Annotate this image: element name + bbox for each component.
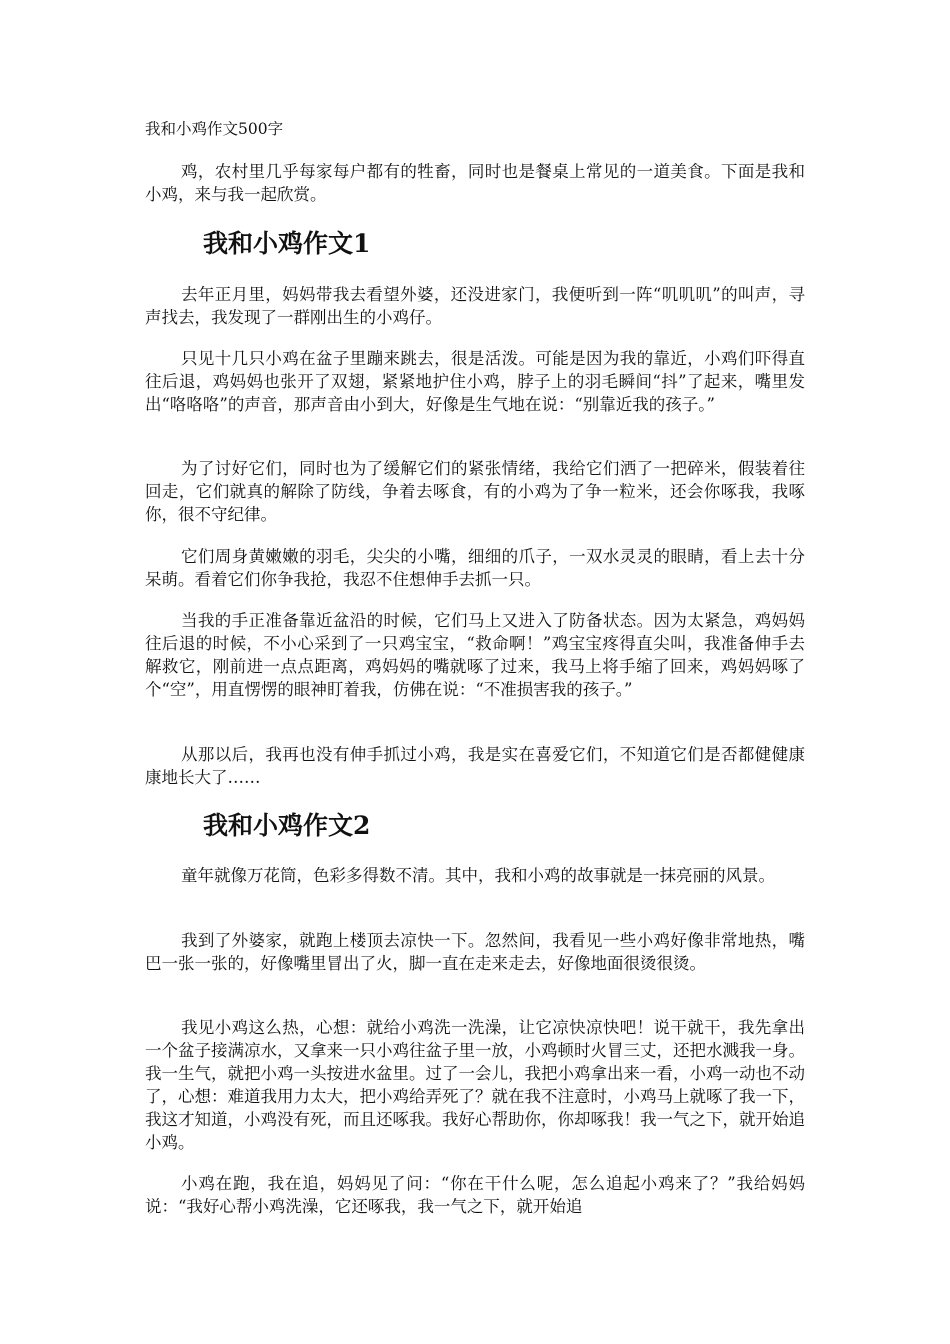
essay-1-paragraph-2: 只见十几只小鸡在盆子里蹦来跳去，很是活泼。可能是因为我的靠近，小鸡们吓得直往后退，鸡妈妈也张开了双翅，紧紧地护住小鸡，脖子上的羽毛瞬间“抖”了起来，嘴里发出“咯咯咯”的声音，那声音由小到大，好像是生气地在说：“别靠近我的孩子。” — [145, 349, 805, 414]
essay-2-paragraph-4: 小鸡在跑，我在追，妈妈见了问：“你在干什么呢，怎么追起小鸡来了？”我给妈妈说：“我好心帮小鸡洗澡，它还啄我，我一气之下，就开始追 — [145, 1174, 805, 1216]
essay-2-paragraph-3: 我见小鸡这么热，心想：就给小鸡洗一洗澡，让它凉快凉快吧！说干就干，我先拿出一个盆子接满凉水，又拿来一只小鸡往盆子里一放，小鸡顿时火冒三丈，还把水溅我一身。我一生气，就把小鸡一头按进水盆里。过了一会儿，我把小鸡拿出来一看，小鸡一动也不动了，心想：难道我用力太大，把小鸡给弄死了？就在我不注意时，小鸡马上就啄了我一下，我这才知道，小鸡没有死，而且还啄我。我好心帮助你，你却啄我！我一气之下，就开始追小鸡。 — [145, 1018, 805, 1152]
essay-1-paragraph-6: 从那以后，我再也没有伸手抓过小鸡，我是实在喜爱它们，不知道它们是否都健健康康地长大了…… — [145, 745, 805, 787]
essay-1-heading: 我和小鸡作文1 — [203, 229, 371, 258]
essay-2-paragraph-1: 童年就像万花筒，色彩多得数不清。其中，我和小鸡的故事就是一抹亮丽的风景。 — [181, 866, 775, 885]
essay-2-heading: 我和小鸡作文2 — [203, 811, 371, 840]
essay-1-paragraph-1: 去年正月里，妈妈带我去看望外婆，还没进家门，我便听到一阵“叽叽叽”的叫声，寻声找去，我发现了一群刚出生的小鸡仔。 — [145, 285, 805, 327]
essay-1-paragraph-4: 它们周身黄嫩嫩的羽毛，尖尖的小嘴，细细的爪子，一双水灵灵的眼睛，看上去十分呆萌。看着它们你争我抢，我忍不住想伸手去抓一只。 — [145, 547, 805, 589]
essay-1-paragraph-5: 当我的手正准备靠近盆沿的时候，它们马上又进入了防备状态。因为太紧急，鸡妈妈往后退的时候，不小心采到了一只鸡宝宝，“救命啊！”鸡宝宝疼得直尖叫，我准备伸手去解救它，刚前进一点点距离，鸡妈妈的嘴就啄了过来，我马上将手缩了回来，鸡妈妈啄了个“空”，用直愣愣的眼神盯着我，仿佛在说：“不准损害我的孩子。” — [145, 611, 805, 699]
essay-2-paragraph-2: 我到了外婆家，就跑上楼顶去凉快一下。忽然间，我看见一些小鸡好像非常地热，嘴巴一张一张的，好像嘴里冒出了火，脚一直在走来走去，好像地面很烫很烫。 — [145, 931, 805, 973]
essay-1-paragraph-3: 为了讨好它们，同时也为了缓解它们的紧张情绪，我给它们洒了一把碎米，假装着往回走，它们就真的解除了防线，争着去啄食，有的小鸡为了争一粒米，还会你啄我，我啄你，很不守纪律。 — [145, 459, 805, 524]
document-title: 我和小鸡作文500字 — [145, 120, 284, 138]
intro-paragraph: 鸡，农村里几乎每家每户都有的牲畜，同时也是餐桌上常见的一道美食。下面是我和小鸡，来与我一起欣赏。 — [145, 162, 805, 204]
